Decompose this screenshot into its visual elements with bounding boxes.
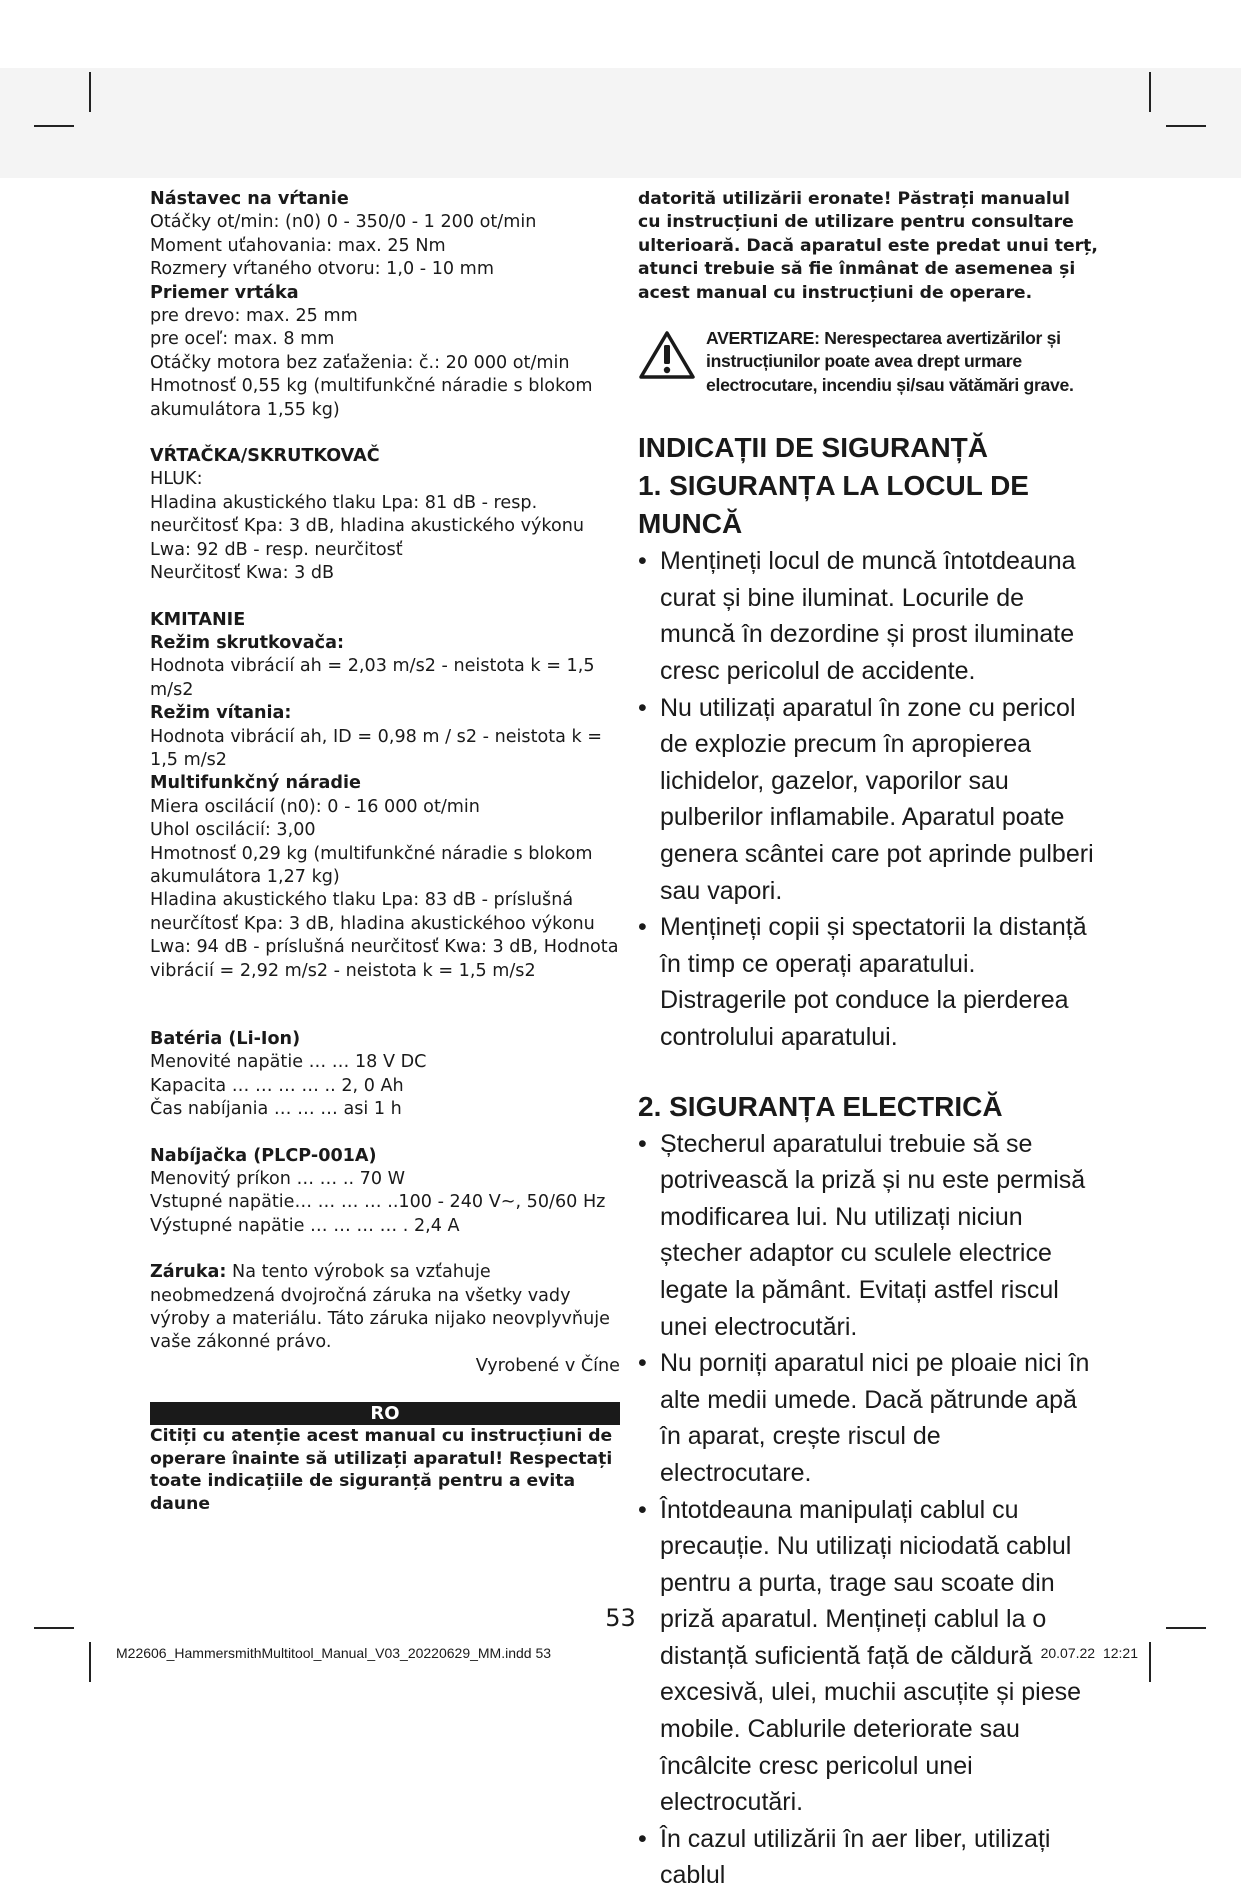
spacer	[150, 983, 620, 1028]
spec-line: Vstupné napätie… … … … ..100 - 240 V~, 50/60 Hz	[150, 1192, 606, 1213]
crop-mark-top-left-h	[34, 125, 74, 127]
spec-line: Uhol oscilácií: 3,00	[150, 820, 316, 841]
list-item: • Nu porniți aparatul nici pe ploaie nici în alte medii umede. Dacă pătrunde apă în aparat, crește riscul de electrocutare.	[638, 1345, 1098, 1491]
spec-line: Hmotnosť 0,55 kg (multifunkčné náradie s blokom akumulátora 1,55 kg)	[150, 376, 593, 420]
crop-mark-top-right-v	[1149, 72, 1151, 112]
spec-line: Hmotnosť 0,29 kg (multifunkčné náradie s blokom akumulátora 1,27 kg)	[150, 843, 593, 887]
spacer	[150, 1238, 620, 1261]
spec-line: Hodnota vibrácií ah = 2,03 m/s2 - neistota k = 1,5 m/s2	[150, 656, 595, 700]
crop-mark-bottom-right-v	[1149, 1642, 1151, 1682]
crop-mark-bottom-left-v	[89, 1642, 91, 1682]
footer-file-name: M22606_HammersmithMultitool_Manual_V03_20220629_MM.indd 53	[116, 1645, 552, 1661]
page-number: 53	[605, 1604, 636, 1632]
language-bar-ro: RO	[150, 1402, 620, 1425]
list-item: • Nu utilizați aparatul în zone cu pericol de explozie precum în apropierea lichidelor, gazelor, vaporilor sau pulberilor inflamabile. Aparatul poate genera scântei care pot aprinde pulberi sau vapori.	[638, 690, 1098, 910]
page-top-band	[0, 68, 1241, 178]
electrical-safety-list	[638, 1126, 1098, 1894]
workplace-safety-list	[638, 543, 1098, 1055]
spec-line: Otáčky ot/min: (n0) 0 - 350/0 - 1 200 ot/min	[150, 212, 537, 233]
spacer	[150, 422, 620, 445]
spec-line: Moment uťahovania: max. 25 Nm	[150, 235, 446, 256]
spec-line: Rozmery vŕtaného otvoru: 1,0 - 10 mm	[150, 259, 494, 280]
spec-line: Otáčky motora bez zaťaženia: č.: 20 000 ot/min	[150, 352, 570, 373]
crop-mark-top-left-v	[89, 72, 91, 112]
ro-intro-continued: datorită utilizării eronate! Păstrați manualul cu instrucțiuni de utilizare pentru consultare ulterioară. Dacă aparatul este predat unui terț, atunci trebuie să fie înmânat de asemenea și acest manual cu instrucțiuni de operare.	[638, 189, 1098, 303]
screw-mode-title: Režim skrutkovača:	[150, 632, 344, 653]
right-column	[638, 188, 1098, 1894]
vibration-title: KMITANIE	[150, 609, 246, 630]
warranty-text: Na tento výrobok sa vzťahuje neobmedzená dvojročná záruka na všetky vady výroby a materiálu. Táto záruka nijako neovplyvňuje vaše zákonné právo.	[150, 1262, 610, 1353]
warning-box	[638, 327, 1098, 397]
electrical-safety-heading: 2. SIGURANȚA ELECTRICĂ	[638, 1090, 1003, 1122]
list-item: • În cazul utilizării în aer liber, utilizați cablul	[638, 1821, 1098, 1894]
spec-line: Hladina akustického tlaku Lpa: 81 dB - resp. neurčitosť Kpa: 3 dB, hladina akustického výkonu Lwa: 92 dB - resp. neurčitosť	[150, 492, 585, 560]
drill-diameter-title: Priemer vrtáka	[150, 282, 299, 303]
warranty-label: Záruka:	[150, 1262, 227, 1283]
multitool-title: Multifunkčný náradie	[150, 773, 361, 794]
left-column	[150, 188, 620, 1516]
drill-mode-title: Režim vítania:	[150, 703, 292, 724]
safety-heading: INDICAȚII DE SIGURANȚĂ	[638, 432, 988, 464]
charger-title: Nabíjačka (PLCP-001A)	[150, 1145, 377, 1166]
warranty-paragraph	[150, 1261, 620, 1355]
warning-text: AVERTIZARE: Nerespectarea avertizărilor și instrucțiunilor poate avea drept urmare electrocutare, incendiu și/sau vătămări grave.	[706, 328, 1074, 395]
spec-line: Neurčitosť Kwa: 3 dB	[150, 563, 335, 584]
crop-mark-top-right-h	[1166, 125, 1206, 127]
spec-line: Menovité napätie … … 18 V DC	[150, 1052, 427, 1073]
list-item: • Mențineți locul de muncă întotdeauna curat și bine iluminat. Locurile de muncă în dezordine și prost iluminate cresc pericolul de accidente.	[638, 543, 1098, 689]
spacer	[150, 1122, 620, 1145]
drill-driver-title: VŔTAČKA/SKRUTKOVAČ	[150, 446, 380, 467]
drill-attachment-title: Nástavec na vŕtanie	[150, 189, 349, 209]
spec-line: Výstupné napätie … … … … . 2,4 A	[150, 1215, 460, 1236]
spec-line: Miera oscilácií (n0): 0 - 16 000 ot/min	[150, 796, 480, 817]
spec-line: Hodnota vibrácií ah, ID = 0,98 m / s2 - neistota k = 1,5 m/s2	[150, 726, 603, 770]
spec-line: Menovitý príkon … … .. 70 W	[150, 1169, 406, 1190]
spec-line: Kapacita … … … … .. 2, 0 Ah	[150, 1075, 404, 1096]
ro-intro-text: Citiți cu atenție acest manual cu instrucțiuni de operare înainte să utilizați aparatul! Respectați toate indicațiile de siguranță pentru a evita daune	[150, 1426, 613, 1515]
spec-line: pre oceľ: max. 8 mm	[150, 329, 335, 350]
list-item: • Ștecherul aparatului trebuie să se potrivească la priză și nu este permisă modificarea lui. Nu utilizați niciun ștecher adaptor cu sculele electrice legate la pământ. Evitați astfel riscul unei electrocutări.	[638, 1126, 1098, 1346]
workplace-safety-heading: 1. SIGURANȚA LA LOCUL DE MUNCĂ	[638, 470, 1029, 540]
spacer	[150, 586, 620, 609]
list-item: • Întotdeauna manipulați cablul cu precauție. Nu utilizați niciodată cablul pentru a purta, trage sau scoate din priză aparatul. Mențineți cablul la o distanță suficientă față de căldură excesivă, ulei, muchii ascuțite și piese mobile. Cablurile deteriorate sau încâlcite cresc pericolul unei electrocutări.	[638, 1492, 1098, 1821]
spec-line: pre drevo: max. 25 mm	[150, 306, 358, 327]
made-in: Vyrobené v Číne	[475, 1355, 620, 1376]
list-item: • Mențineți copii și spectatorii la distanță în timp ce operați aparatului. Distragerile pot conduce la pierderea controlului aparatului.	[638, 909, 1098, 1055]
footer-date-time: 20.07.22 12:21	[1040, 1645, 1138, 1661]
spec-line: HLUK:	[150, 469, 203, 490]
battery-title: Batéria (Li-Ion)	[150, 1029, 301, 1049]
warning-triangle-icon	[638, 329, 698, 397]
spec-line: Čas nabíjania … … … asi 1 h	[150, 1099, 402, 1120]
spec-line: Hladina akustického tlaku Lpa: 83 dB - príslušná neurčítosť Kpa: 3 dB, hladina akustickéhoo výkonu Lwa: 94 dB - príslušná neurčitosť Kwa: 3 dB, Hodnota vibrácií = 2,92 m/s2 - neistota k = 1,5 m/s2	[150, 890, 619, 981]
